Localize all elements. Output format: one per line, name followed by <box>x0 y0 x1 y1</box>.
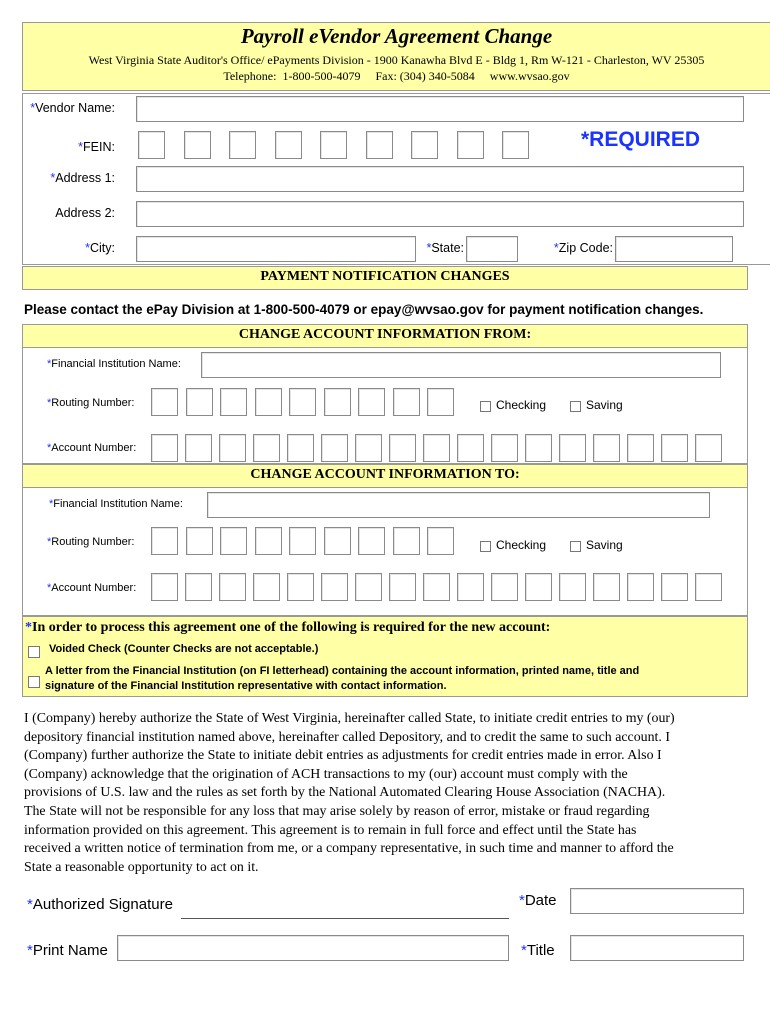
requirements-title: *In order to process this agreement one of the following is required for the new account: <box>25 620 551 635</box>
to-routing-digit-box-1[interactable] <box>151 527 178 555</box>
from-account-label: *Account Number: <box>47 442 137 454</box>
from-account-digit-box-8[interactable] <box>389 434 416 462</box>
from-routing-digit-box-1[interactable] <box>151 388 178 416</box>
to-account-digit-box-10[interactable] <box>457 573 484 601</box>
to-account-digit-box-4[interactable] <box>253 573 280 601</box>
agreement-line: (Company) acknowledge that the origination of ACH transactions to my (our) account must comply with the <box>24 766 628 782</box>
required-note: *REQUIRED <box>581 128 701 151</box>
to-saving-checkbox[interactable] <box>570 541 581 552</box>
from-account-digit-box-17[interactable] <box>695 434 722 462</box>
from-routing-digit-box-5[interactable] <box>289 388 316 416</box>
from-account-digit-box-3[interactable] <box>219 434 246 462</box>
to-account-digit-box-14[interactable] <box>593 573 620 601</box>
to-saving-label: Saving <box>586 538 623 552</box>
change-to-band <box>22 464 748 488</box>
from-checking-label: Checking <box>496 398 547 412</box>
fein-digit-box-5[interactable] <box>320 131 347 159</box>
to-account-digit-box-2[interactable] <box>185 573 212 601</box>
state-label: *State: <box>426 241 464 255</box>
to-routing-digit-box-9[interactable] <box>427 527 454 555</box>
from-account-digit-box-7[interactable] <box>355 434 382 462</box>
date-label: *Date <box>519 892 557 909</box>
to-routing-digit-box-8[interactable] <box>393 527 420 555</box>
to-account-digit-box-13[interactable] <box>559 573 586 601</box>
print-name-label: *Print Name <box>27 942 108 959</box>
to-account-digit-box-15[interactable] <box>627 573 654 601</box>
fi-letter-label-line2: signature of the Financial Institution representative with contact information. <box>45 680 447 692</box>
agreement-line: State a reasonable opportunity to act on it. <box>24 859 259 875</box>
from-saving-label: Saving <box>586 398 623 412</box>
fein-digit-box-3[interactable] <box>229 131 256 159</box>
to-account-digit-box-12[interactable] <box>525 573 552 601</box>
to-account-digit-box-5[interactable] <box>287 573 314 601</box>
change-to-title: CHANGE ACCOUNT INFORMATION TO: <box>250 467 520 482</box>
from-account-digit-box-1[interactable] <box>151 434 178 462</box>
from-account-digit-box-16[interactable] <box>661 434 688 462</box>
to-account-label: *Account Number: <box>47 582 137 594</box>
print-name-input[interactable] <box>117 935 509 961</box>
authorized-signature-label: *Authorized Signature <box>27 896 173 913</box>
from-routing-digit-box-6[interactable] <box>324 388 351 416</box>
to-fi-name-label: *Financial Institution Name: <box>49 498 183 510</box>
agreement-line: received a written notice of termination from me, or a company representative, in such time and manner to afford the <box>24 841 674 857</box>
from-account-digit-box-4[interactable] <box>253 434 280 462</box>
fein-digit-box-6[interactable] <box>366 131 393 159</box>
voided-check-label: Voided Check (Counter Checks are not acceptable.) <box>49 643 319 655</box>
fein-digit-box-8[interactable] <box>457 131 484 159</box>
fein-digit-box-1[interactable] <box>138 131 165 159</box>
authorized-signature-line[interactable] <box>181 918 509 919</box>
title-input[interactable] <box>570 935 744 961</box>
address2-input[interactable] <box>136 201 744 227</box>
to-account-digit-box-6[interactable] <box>321 573 348 601</box>
fi-letter-checkbox[interactable] <box>28 676 40 688</box>
to-routing-label: *Routing Number: <box>47 536 135 548</box>
to-account-digit-box-3[interactable] <box>219 573 246 601</box>
title-label: *Title <box>521 942 555 959</box>
vendor-name-label: *Vendor Name: <box>30 101 115 115</box>
address1-label: *Address 1: <box>50 171 115 185</box>
from-account-digit-box-9[interactable] <box>423 434 450 462</box>
from-account-digit-box-6[interactable] <box>321 434 348 462</box>
to-routing-digit-box-2[interactable] <box>186 527 213 555</box>
agreement-line: The State will not be responsible for any loss that may arise solely by reason of error, mistake or fraud regarding <box>24 803 650 819</box>
to-routing-digit-box-3[interactable] <box>220 527 247 555</box>
from-account-digit-box-5[interactable] <box>287 434 314 462</box>
fein-digit-box-2[interactable] <box>184 131 211 159</box>
from-saving-checkbox[interactable] <box>570 401 581 412</box>
to-account-digit-box-11[interactable] <box>491 573 518 601</box>
from-routing-digit-box-8[interactable] <box>393 388 420 416</box>
agreement-line: (Company) further authorize the State to initiate debit entries as adjustments for credit entries made in error. Also I <box>24 748 662 764</box>
date-input[interactable] <box>570 888 744 914</box>
to-account-digit-box-16[interactable] <box>661 573 688 601</box>
agreement-line: depository financial institution named above, hereinafter called Depository, and to credit the same to such account. I <box>24 729 670 745</box>
state-input[interactable] <box>466 236 518 262</box>
to-routing-digit-box-7[interactable] <box>358 527 385 555</box>
fein-digit-box-9[interactable] <box>502 131 529 159</box>
from-account-digit-box-10[interactable] <box>457 434 484 462</box>
vendor-name-input[interactable] <box>136 96 744 122</box>
from-routing-label: *Routing Number: <box>47 397 135 409</box>
fi-letter-label-line1: A letter from the Financial Institution (on FI letterhead) containing the account information, printed name, title and <box>45 665 640 677</box>
from-routing-digit-box-9[interactable] <box>427 388 454 416</box>
from-account-digit-box-12[interactable] <box>525 434 552 462</box>
to-fi-name-input[interactable] <box>207 492 710 518</box>
change-from-title: CHANGE ACCOUNT INFORMATION FROM: <box>238 327 532 342</box>
from-account-digit-box-2[interactable] <box>185 434 212 462</box>
from-routing-digit-box-4[interactable] <box>255 388 282 416</box>
header-band <box>22 22 770 91</box>
from-account-digit-box-11[interactable] <box>491 434 518 462</box>
voided-check-checkbox[interactable] <box>28 646 40 658</box>
city-label: *City: <box>85 241 115 255</box>
to-account-digit-box-1[interactable] <box>151 573 178 601</box>
payment-notification-notice: Please contact the ePay Division at 1-800-500-4079 or epay@wvsao.gov for payment notification changes. <box>24 302 704 317</box>
to-checking-checkbox[interactable] <box>480 541 491 552</box>
fein-label: *FEIN: <box>78 140 115 154</box>
from-account-digit-box-15[interactable] <box>627 434 654 462</box>
to-account-digit-box-17[interactable] <box>695 573 722 601</box>
payment-notification-title: PAYMENT NOTIFICATION CHANGES <box>260 269 510 284</box>
to-routing-digit-box-4[interactable] <box>255 527 282 555</box>
to-routing-digit-box-5[interactable] <box>289 527 316 555</box>
address1-input[interactable] <box>136 166 744 192</box>
agreement-text <box>24 710 754 877</box>
change-from-band <box>22 324 748 348</box>
zip-label: *Zip Code: <box>553 241 613 255</box>
from-routing-digit-box-7[interactable] <box>358 388 385 416</box>
to-account-digit-box-8[interactable] <box>389 573 416 601</box>
form-title: Payroll eVendor Agreement Change <box>240 24 553 48</box>
fein-digit-box-4[interactable] <box>275 131 302 159</box>
payment-notification-band <box>22 266 748 290</box>
from-account-digit-box-13[interactable] <box>559 434 586 462</box>
agreement-line: I (Company) hereby authorize the State of West Virginia, hereinafter called State, to initiate credit entries to my (our) <box>24 711 675 726</box>
to-checking-label: Checking <box>496 538 547 552</box>
to-account-digit-box-7[interactable] <box>355 573 382 601</box>
from-fi-name-input[interactable] <box>201 352 721 378</box>
from-routing-digit-box-2[interactable] <box>186 388 213 416</box>
agreement-line: provisions of U.S. law and the rules as set forth by the National Automated Clearing House Association (NACHA). <box>24 785 666 801</box>
to-account-digit-box-9[interactable] <box>423 573 450 601</box>
from-routing-digit-box-3[interactable] <box>220 388 247 416</box>
from-checking-checkbox[interactable] <box>480 401 491 412</box>
from-account-digit-box-14[interactable] <box>593 434 620 462</box>
requirements-band <box>22 616 748 697</box>
address2-label: Address 2: <box>55 206 115 220</box>
header-address: West Virginia State Auditor's Office/ ePayments Division - 1900 Kanawha Blvd E - Bldg 1, Rm W-121 - Charleston, WV 25305 <box>88 53 705 67</box>
to-routing-digit-box-6[interactable] <box>324 527 351 555</box>
zip-input[interactable] <box>615 236 733 262</box>
agreement-line: information provided on this agreement. This agreement is to remain in full force and effect until the State has <box>24 822 637 838</box>
header-contact: Telephone: 1-800-500-4079 Fax: (304) 340-5084 www.wvsao.gov <box>223 69 570 83</box>
from-fi-name-label: *Financial Institution Name: <box>47 358 181 370</box>
city-input[interactable] <box>136 236 416 262</box>
fein-digit-box-7[interactable] <box>411 131 438 159</box>
